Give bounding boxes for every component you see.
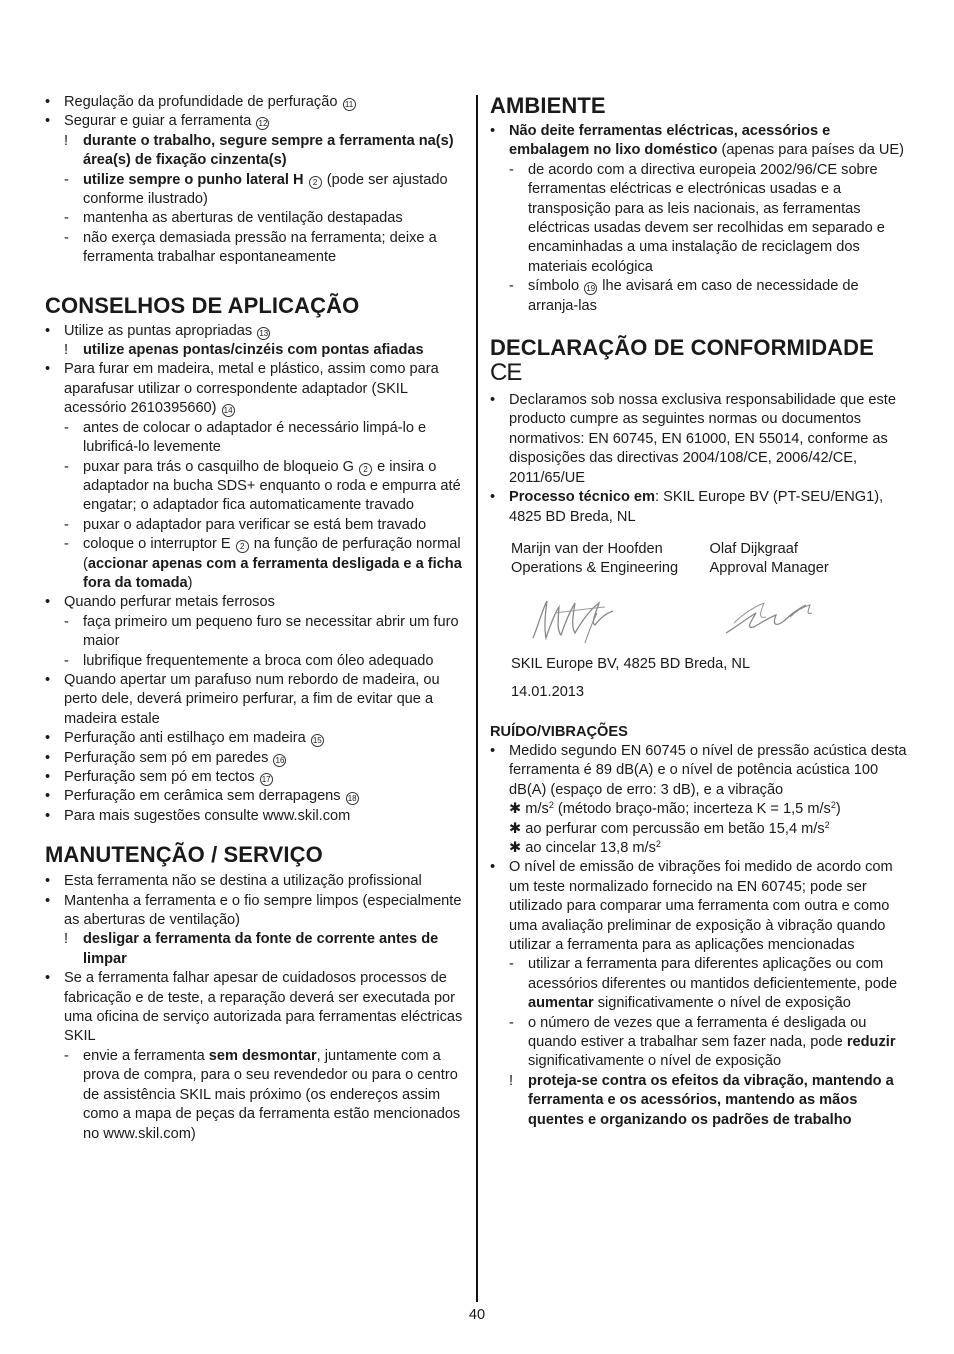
ce-mark: CE (490, 359, 522, 387)
sub-item: - não exerça demasiada pressão na ferramenta; deixe a ferramenta trabalhar espontaneamente (64, 229, 437, 266)
list-item: • Para mais sugestões consulte www.skil.com (45, 807, 351, 824)
ref-number: 2 (359, 463, 372, 476)
ref-number: 12 (256, 117, 269, 130)
warning-item: ! utilize apenas pontas/cinzéis com pontas afiadas (64, 342, 424, 359)
ref-number: 2 (309, 176, 322, 189)
sub-item: - coloque o interruptor E 2 na função de perfuração normal (accionar apenas com a ferramenta desligada e a ficha fora da tomada) (64, 536, 462, 591)
left-column (45, 93, 467, 1144)
list-item: • Declaramos sob nossa exclusiva responsabilidade que este producto cumpre as seguintes normas ou documentos normativos: EN 60745, EN 61000, EN 55014, conforme as disposições das directivas 2004/108/CE, 2006/42/CE, 2011/65/UE (490, 392, 896, 486)
signatory: Marijn van der Hoofden Operations & Engineering (511, 540, 710, 655)
list-item: • Utilize as puntas apropriadas 13 (45, 322, 467, 341)
list-item: • Processo técnico em: SKIL Europe BV (PT-SEU/ENG1), 4825 BD Breda, NL (490, 489, 884, 525)
signatories (490, 540, 908, 655)
list-item: • Não deite ferramentas eléctricas, acessórios e embalagem no lixo doméstico (apenas para países da UE) (490, 123, 905, 159)
list-item: • Esta ferramenta não se destina a utilização profissional (45, 873, 422, 890)
sub-item: - puxar para trás o casquilho de bloqueio G 2 e insira o adaptador na bucha SDS+ enquanto o roda e empurra até engatar; o adaptador fica automaticamente travado (64, 458, 461, 514)
list-item: • Quando perfurar metais ferrosos (45, 594, 275, 611)
sub-item: - o número de vezes que a ferramenta é desligada ou quando estiver a trabalhar sem fazer nada, pode reduzir significativamente o nível de exposição (509, 1014, 896, 1070)
ref-number: 18 (346, 792, 359, 805)
sub-item: - antes de colocar o adaptador é necessário limpá-lo e lubrificá-lo levemente (64, 419, 427, 456)
signature-image (511, 583, 710, 655)
ref-number: 17 (260, 773, 273, 786)
warning-item: ! proteja-se contra os efeitos da vibração, mantendo a ferramenta e os acessórios, mantendo as mãos quentes e organizando os padrões de trabalho (509, 1072, 894, 1128)
ref-number: 19 (584, 282, 597, 295)
list-item: • Se a ferramenta falhar apesar de cuidadosos processos de fabricação e de teste, a reparação deverá ser executada por uma oficina de serviço autorizada para ferramentas eléctricas SKIL (45, 970, 463, 1045)
ref-number: 11 (343, 98, 356, 111)
signature-image (710, 583, 909, 655)
sub-item: - puxar o adaptador para verificar se está bem travado (64, 516, 427, 533)
ref-number: 15 (311, 734, 324, 747)
section-title: CONSELHOS DE APLICAÇÃO (45, 292, 360, 318)
list-item: • Perfuração anti estilhaço em madeira 15 (45, 729, 467, 748)
asterisk-icon: ✱ (509, 801, 522, 818)
section-title: DECLARAÇÃO DE CONFORMIDADE (490, 335, 874, 361)
section-title: AMBIENTE (490, 93, 606, 118)
asterisk-icon: ✱ (509, 820, 522, 837)
right-column (490, 93, 908, 1130)
ref-number: 13 (257, 327, 270, 340)
column-divider (476, 95, 478, 1302)
sub-item: - utilizar a ferramenta para diferentes aplicações ou com acessórios diferentes ou mantidos deficientemente, pode aumentar significativamente o nível de exposição (509, 956, 898, 1012)
sub-item: - de acordo com a directiva europeia 2002/96/CE sobre ferramentas eléctricas e electrónicas usadas e a transposição para as leis nacionais, as ferramentas eléctricas usadas devem ser recolhidas em separado e encaminhadas a uma instalação de reciclagem dos materiais ecológica (509, 161, 885, 275)
sub-item: - faça primeiro um pequeno furo se necessitar abrir um furo maior (64, 613, 459, 650)
sub-item: - mantenha as aberturas de ventilação destapadas (64, 210, 403, 227)
warning-item: ! durante o trabalho, segure sempre a ferramenta na(s) área(s) de fixação cinzenta(s) (64, 132, 454, 169)
ref-number: 2 (236, 540, 249, 553)
company-address: SKIL Europe BV, 4825 BD Breda, NL (511, 655, 751, 672)
declaration-date: 14.01.2013 (511, 684, 585, 701)
list-item: • Perfuração sem pó em tectos 17 (45, 768, 467, 787)
list-item: • Perfuração em cerâmica sem derrapagens 18 (45, 787, 467, 806)
list-item: • Perfuração sem pó em paredes 16 (45, 749, 467, 768)
list-item: • Regulação da profundidade de perfuração 11 (45, 93, 467, 112)
asterisk-icon: ✱ (509, 839, 522, 856)
list-item: • O nível de emissão de vibrações foi medido de acordo com um teste normalizado fornecido na EN 60745; pode ser utilizado para comparar uma ferramenta com outra e como uma avaliação preliminar de exposição à vibração quando utilizar a ferramenta para as aplicações mencionadas (490, 859, 893, 953)
section-title: MANUTENÇÃO / SERVIÇO (45, 842, 323, 868)
sub-item: - símbolo 19 lhe avisará em caso de necessidade de arranja-las (509, 278, 859, 314)
ref-number: 16 (273, 754, 286, 767)
list-item: • Quando apertar um parafuso num rebordo de madeira, ou perto dele, deverá primeiro perfurar, a fim de evitar que a madeira estale (45, 671, 440, 727)
warning-item: ! desligar a ferramenta da fonte de corrente antes de limpar (64, 931, 439, 967)
list-item: • Para furar em madeira, metal e plástico, assim como para aparafusar utilizar o correspondente adaptador (SKIL acessório 2610395660) 14 (45, 361, 439, 417)
ref-number: 14 (222, 404, 235, 417)
section-subtitle: RUÍDO/VIBRAÇÕES (490, 723, 628, 740)
page-number: 40 (468, 1307, 486, 1323)
list-item: • Segurar e guiar a ferramenta 12 (45, 112, 467, 131)
sub-item: - envie a ferramenta sem desmontar, juntamente com a prova de compra, para o seu revendedor ou para o centro de assistência SKIL mais próximo (os endereços assim como a mapa de peças da ferramenta estão mencionados no www.skil.com) (64, 1047, 461, 1142)
signatory: Olaf Dijkgraaf Approval Manager (710, 540, 909, 655)
list-item: • Medido segundo EN 60745 o nível de pressão acústica desta ferramenta é 89 dB(A) e o nível de potência acústica 100 dB(A) (espaço de erro: 3 dB), e a vibração ✱ $m/s^2$ (método braço-mão; incerteza K = 1,5 $m/s^2$) ✱ ao perfurar com percussão em betão 15,4 $m/s^2$ ✱ ao cincelar 13,8 $m/s^2$ (490, 742, 907, 856)
list-item: • Mantenha a ferramenta e o fio sempre limpos (especialmente as aberturas de ventilação) (45, 892, 462, 929)
sub-item: - utilize sempre o punho lateral H 2 (pode ser ajustado conforme ilustrado) (64, 171, 448, 208)
sub-item: - lubrifique frequentemente a broca com óleo adequado (64, 652, 434, 669)
